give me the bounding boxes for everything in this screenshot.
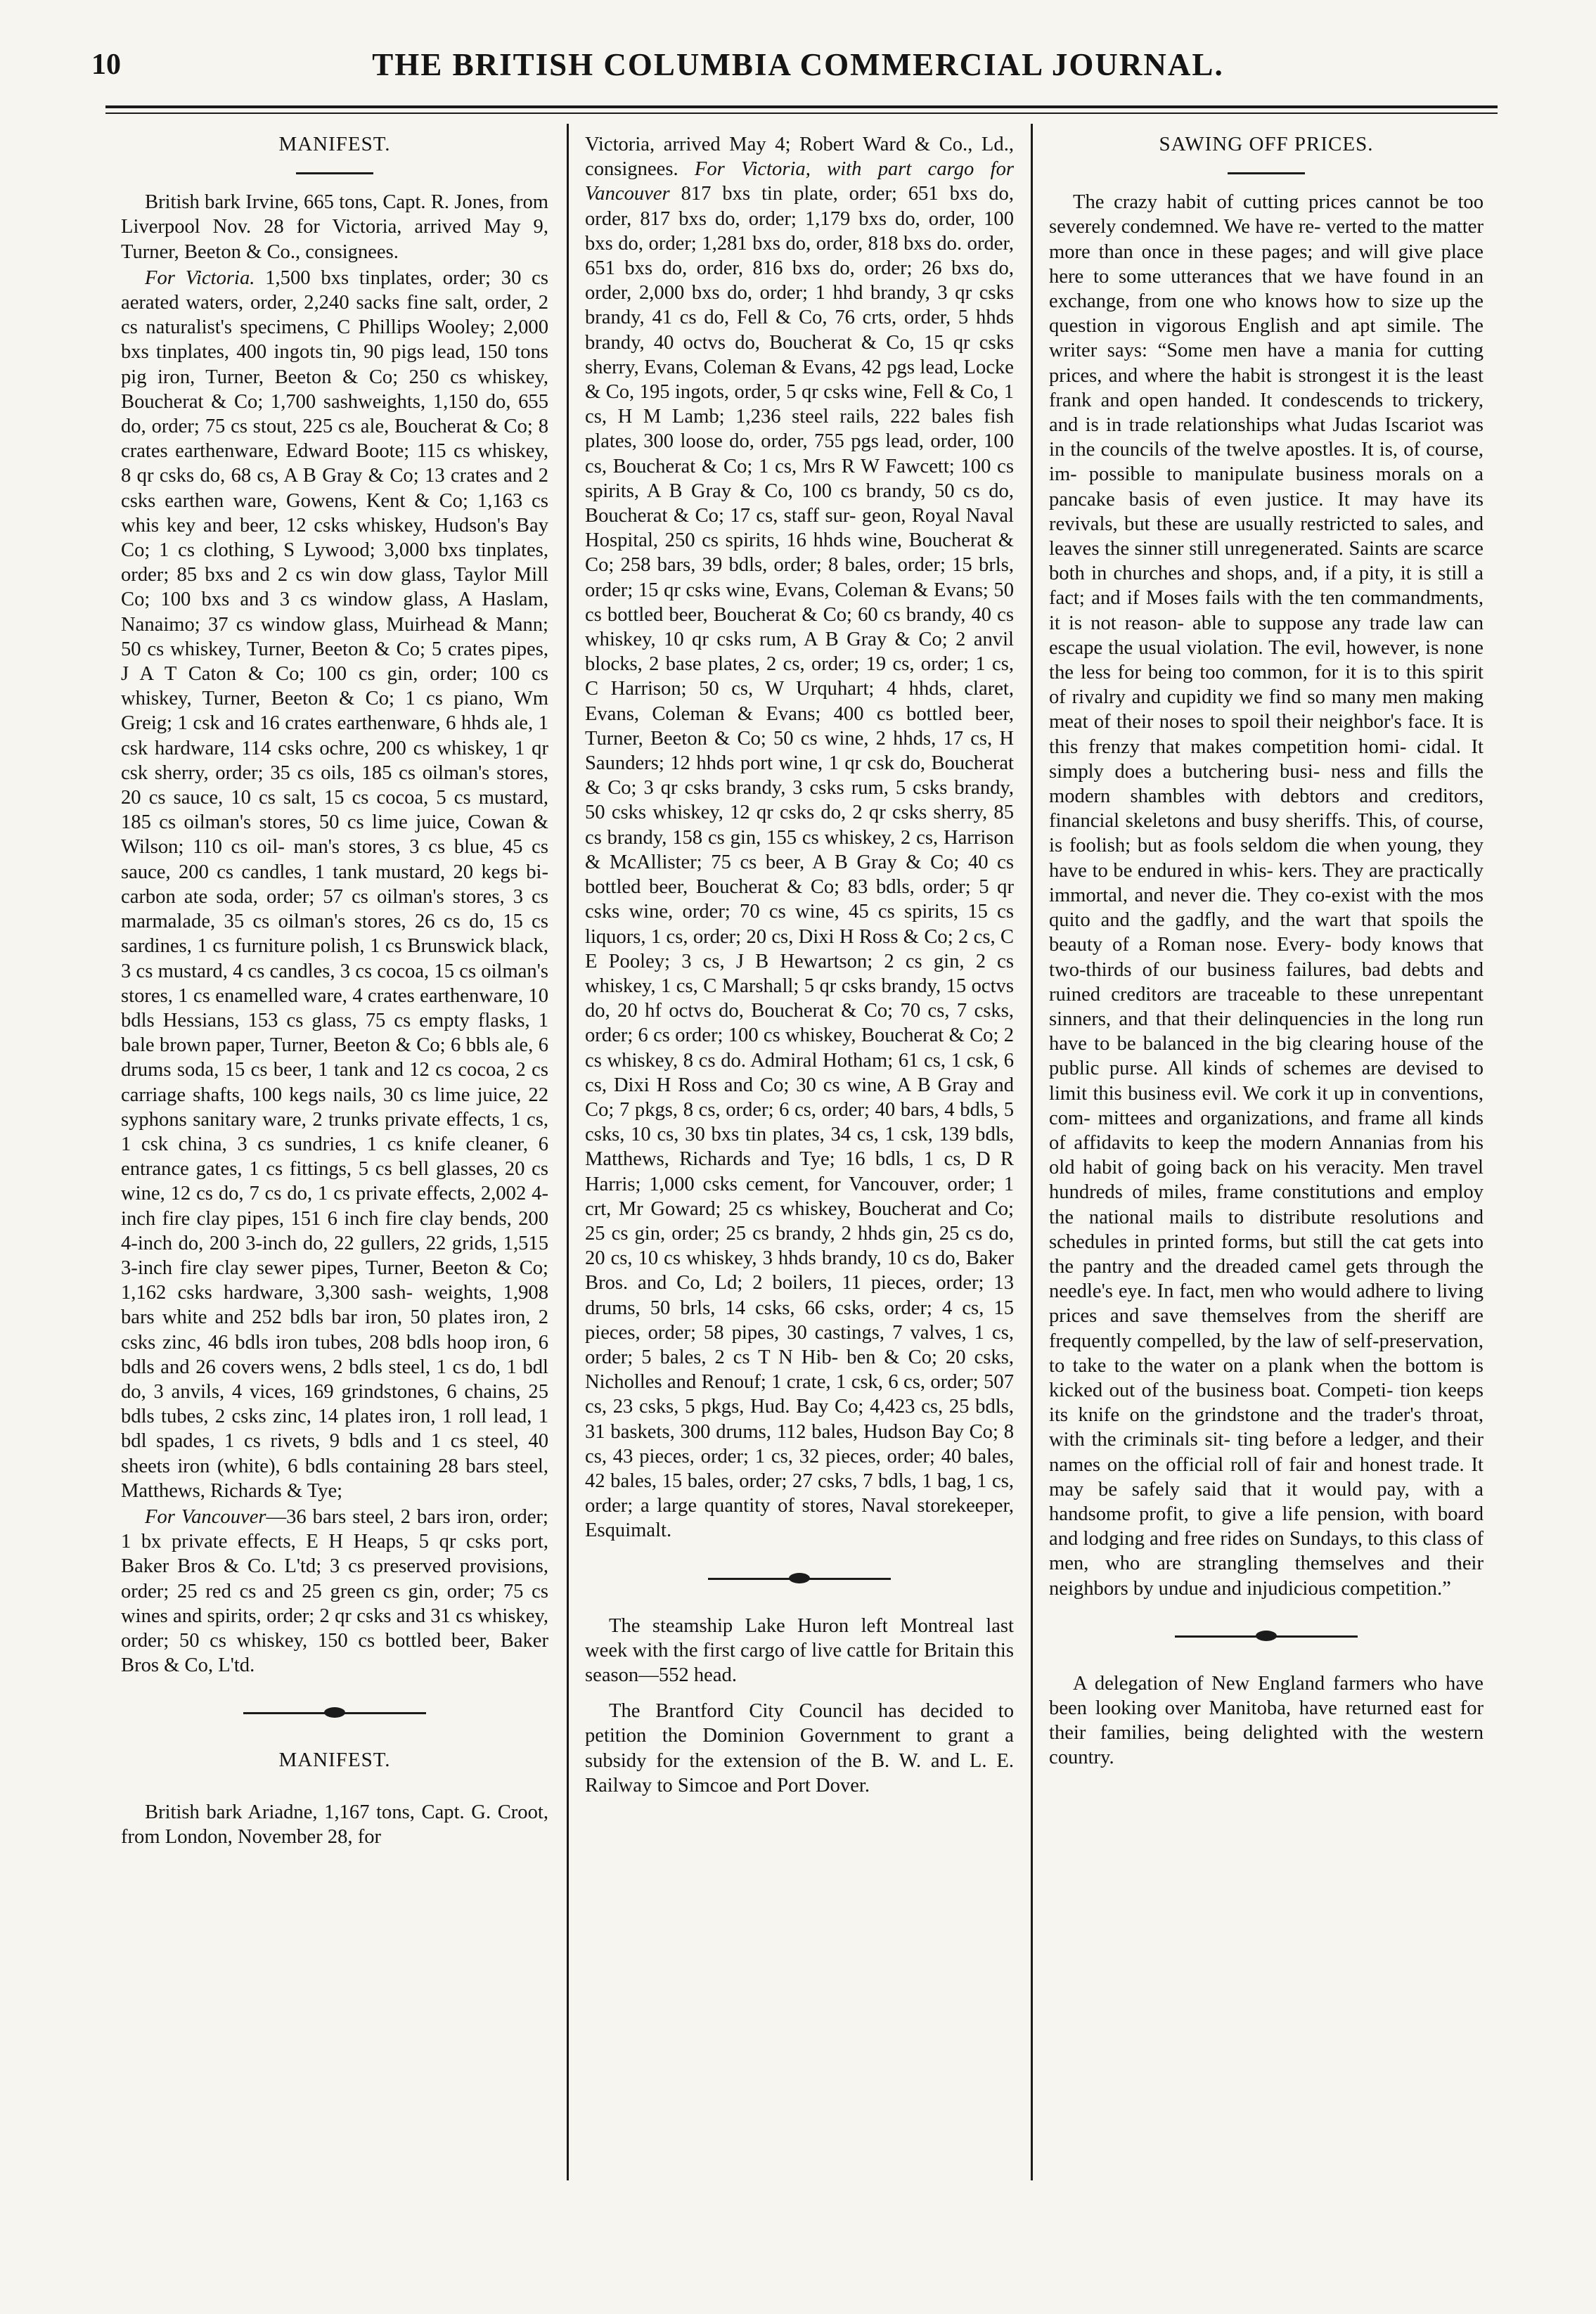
column-right	[1049, 132, 1484, 1770]
manifest-ariadne-arrival: Victoria, arrived May 4; Robert Ward & Co., Ld., consignees.	[585, 134, 1014, 181]
manifest-ariadne-lead: For Victoria, with part cargo for Vancouver	[585, 158, 1014, 205]
section-ornament	[121, 1699, 548, 1727]
column-left	[121, 132, 548, 1849]
manifest-victoria-cargo	[121, 266, 548, 1503]
news-brantford-council: The Brantford City Council has decided to petition the Dominion Government to grant a subsidy for the extension of the B. W. and L. E. Railway to Simcoe and Port Dover.	[585, 1700, 1014, 1796]
masthead	[91, 44, 1505, 94]
manifest-intro-ariadne: British bark Ariadne, 1,167 tons, Capt. G. Croot, from London, November 28, for	[121, 1801, 548, 1848]
header-rule-thin	[105, 113, 1498, 114]
manifest-ariadne-list: 817 bxs tin plate, order; 651 bxs do, order, 817 bxs do, order; 1,179 bxs do, order, 100 bxs do, order; 1,281 bxs do, order, 818 bxs do. order, 651 bxs do, order, 816 bxs do, order; 26 bxs do, order, 2,000 bxs do, order; 1 hhd brandy, 3 qr csks brandy, 41 cs do, Fell & Co, 76 crts, order, 5 hhds brandy, 40 octvs do, Boucherat & Co, 15 qr csks sherry, Evans, Coleman & Evans, 42 pgs lead, Locke & Co, 195 ingots, order, 5 qr csks wine, Fell & Co, 1 cs, H M Lamb; 1,236 steel rails, 222 bales fish plates, 300 loose do, order, 755 pgs lead, order, 100 cs, Boucherat & Co; 1 cs, Mrs R W Fawcett; 100 cs spirits, A B Gray & Co, 100 cs brandy, 50 cs do, Boucherat & Co; 17 cs, staff sur- geon, Royal Naval Hospital, 250 cs spirits, 16 hhds wine, Boucherat & Co; 258 bars, 39 bdls, order; 8 bales, order; 15 brls, order; 15 qr csks wine, Evans, Coleman & Evans; 50 cs bottled beer, Boucherat & Co; 60 cs brandy, 40 cs whiskey, 10 qr csks rum, A B Gray & Co; 2 anvil blocks, 2 base plates, 2 cs, order; 19 cs, order; 1 cs, C Harrison; 50 cs, W Urquhart; 4 hhds, claret, Evans, Coleman & Evans; 400 cs bottled beer, Turner, Beeton & Co; 50 cs wine, 2 hhds, 17 cs, H Saunders; 12 hhds port wine, 1 qr csk do, Boucherat & Co; 3 qr csks brandy, 3 csks rum, 5 csks brandy, 50 csks whiskey, 12 qr csks do, 2 qr csks sherry, 85 cs brandy, 158 cs gin, 155 cs whiskey, 2 cs, Harrison & McAllister; 75 cs beer, A B Gray & Co; 40 cs bottled beer, Boucherat & Co; 83 bdls, order; 5 qr csks wine, order; 70 cs wine, 45 cs spirits, 15 cs liquors, 1 cs, order; 20 cs, Dixi H Ross & Co; 2 cs, C E Pooley; 3 cs, J B Hewartson; 2 cs gin, 2 cs whiskey, 1 cs, C Marshall; 5 qr csks brandy, 15 octvs do, 20 hf octvs do, Boucherat & Co; 70 cs, 7 csks, order; 6 cs order; 100 cs whiskey, Boucherat & Co; 2 cs whiskey, 8 cs do. Admiral Hotham; 61 cs, 1 csk, 6 cs, Dixi H Ross and Co; 30 cs wine, A B Gray and Co; 7 pkgs, 8 cs, order; 6 cs, order; 40 bars, 4 bdls, 5 csks, 10 cs, 30 bxs tin plates, 34 cs, 1 csk, 139 bdls, Matthews, Richards and Tye; 16 bdls, 1 cs, D R Harris; 1,000 csks cement, for Vancouver, order; 1 crt, Mr Goward; 25 cs whiskey, Boucherat and Co; 25 cs gin, order; 25 cs brandy, 2 hhds gin, 25 cs do, 20 cs, 10 cs whiskey, 3 hhds brandy, 10 cs do, Baker Bros. and Co, Ld; 2 boilers, 11 pieces, order; 13 drums, 50 brls, 14 csks, 66 csks, order; 4 cs, 15 pieces, order; 58 pipes, 30 castings, 7 valves, 1 cs, order; 5 bales, 2 cs T N Hib- ben & Co; 20 csks, Nicholles and Renouf; 1 crate, 1 csk, 6 cs, order; 507 cs, 23 csks, 5 pkgs, Hud. Bay Co; 4,423 cs, 25 bdls, 31 baskets, 300 drums, 112 bales, Hudson Bay Co; 8 cs, 43 pieces, order; 1 cs, 32 pieces, order; 40 bales, 42 bales, 15 bales, order; 27 csks, 7 bdls, 1 bag, 1 cs, order; a large quantity of stores, Naval storekeeper, Esquimalt.	[585, 183, 1014, 1542]
column-divider-right	[1031, 124, 1033, 2180]
column-divider-left	[567, 124, 569, 2180]
section-ornament	[585, 1564, 1014, 1593]
heading-rule	[296, 172, 373, 174]
manifest-intro-irvine: British bark Irvine, 665 tons, Capt. R. Jones, from Liverpool Nov. 28 for Victoria, arrived May 9, Turner, Beeton & Co., consignees.	[121, 191, 548, 263]
news-lake-huron: The steamship Lake Huron left Montreal last week with the first cargo of live cattle for Britain this season—552 head.	[585, 1614, 1014, 1686]
news-new-england-farmers: A delegation of New England farmers who have been looking over Manitoba, have returned east for their families, being delighted with the western country.	[1049, 1672, 1484, 1769]
manifest-heading-2: MANIFEST.	[278, 1749, 391, 1772]
header-rule-thick	[105, 105, 1498, 108]
column-middle	[585, 132, 1014, 1798]
heading-rule	[1228, 172, 1305, 174]
manifest-vancouver-cargo	[121, 1505, 548, 1678]
article-body: The crazy habit of cutting prices cannot be too severely condemned. We have re- verted to the matter more than once in these pages; and will give place here to some utterances that we have found in an exchange, from one who knows how to size up the question in vigorous English and apt simile. The writer says: “Some men have a mania for cutting prices, and where the habit is strongest it is the least frank and open handed. It condescends to trickery, and is in trade relationships what Judas Iscariot was in the councils of the twelve apostles. It is, of course, im- possible to manipulate business morals on a pancake basis of even justice. It may have its revivals, but these are usually restricted to sales, and leaves the sinner still unregenerated. Saints are scarce both in churches and shops, and, if a pity, it is still a fact; and if Moses fails with the ten commandments, it is not reason- able to suppose any trade law can escape the usual violation. The evil, however, is none the less for being too common, for it is to this spirit of rivalry and cupidity we find so many men making meat of their noses to spoil their neighbor's face. It is this frenzy that makes competition homi- cidal. It simply does a butchering busi- ness and fills the modern shambles with debtors and creditors, financial skeletons and busy sheriffs. This, of course, is foolish; but as fools seldom die when young, they have to be endured in whis- kers. They are practically immortal, and never die. They co-exist with the mos quito and the gadfly, and the wart that spoils the beauty of a Roman nose. Every- body knows that two-thirds of our business failures, bad debts and ruined creditors are traceable to these unrepentant sinners, and that their delinquencies in the long run have to be balanced in the big clearing house of the public purse. All kinds of schemes are devised to limit this business evil. We cork it up in conventions, com- mittees and organizations, and frame all kinds of affidavits to keep the modern Annanias from his old habit of going back on his veracity. Men travel hundreds of miles, frame constitutions and employ the national mails to distribute resolutions and schedules in printed forms, but still the cat gets into the pantry and the dreaded camel gets through the needle's eye. In fact, men who would adhere to living prices and save themselves from the sheriff are frequently compelled, by the law of self-preservation, to take to the water on a plank when the bottom is kicked out of the business boat. Competi- tion keeps its knife on the grindstone and the trader's throat, with the criminals sit- ting before a ledger, and their names on the official roll of fair and honest trade. It may be safely said that it would pay, with a handsome profit, to give a life pension, with board and lodging and free rides on Sundays, to this class of men, who are strangling themselves and their neighbors by undue and injudicious competition.”	[1049, 191, 1484, 1600]
journal-title: THE BRITISH COLUMBIA COMMERCIAL JOURNAL.	[372, 47, 1224, 82]
manifest-victoria-text: 1,500 bxs tinplates, order; 30 cs aerated waters, order, 2,240 sacks fine salt, order, 2 cs naturalist's specimens, C Phillips Wooley; 2,000 bxs tinplates, 400 ingots tin, 90 pigs lead, 150 tons pig iron, Turner, Beeton & Co; 250 cs whiskey, Boucherat & Co; 1,700 sashweights, 1,150 do, 655 do, order; 75 cs stout, 225 cs ale, Boucherat & Co; 8 crates earthenware, Edward Boote; 115 cs whiskey, 8 qr csks do, 68 cs, A B Gray & Co; 13 crates and 2 csks earthen ware, Gowens, Kent & Co; 1,163 cs whis key and beer, 12 csks whiskey, Hudson's Bay Co; 1 cs clothing, S Lywood; 3,000 bxs tinplates, order; 85 bxs and 2 cs win dow glass, Taylor Mill Co; 100 bxs and 3 cs window glass, A Haslam, Nanaimo; 37 cs window glass, Muirhead & Mann; 50 cs whiskey, Turner, Beeton & Co; 5 crates pipes, J A T Caton & Co; 100 cs gin, order; 100 cs whiskey, Turner, Beeton & Co; 1 cs piano, Wm Greig; 1 csk and 16 crates earthenware, 6 hhds ale, 1 csk hardware, 114 csks ochre, 200 cs whiskey, 1 qr csk sherry, order; 35 cs oils, 185 cs oilman's stores, 20 cs sauce, 10 cs salt, 15 cs cocoa, 5 cs mustard, 185 cs oilman's stores, 50 cs lime juice, Cowan & Wilson; 110 cs oil- man's stores, 3 cs blue, 45 cs sauce, 200 cs candles, 1 tank mustard, 20 kegs bi-carbon ate soda, order; 57 cs oilman's stores, 3 cs marmalade, 35 cs oilman's stores, 26 cs do, 15 cs sardines, 1 cs furniture polish, 1 cs Brunswick black, 3 cs mustard, 4 cs candles, 3 cs cocoa, 15 cs oilman's stores, 1 cs enamelled ware, 4 crates earthenware, 10 bdls Hessians, 153 cs glass, 75 cs empty flasks, 1 bale brown paper, Turner, Beeton & Co; 6 bbls ale, 6 drums soda, 15 cs beer, 1 tank and 12 cs cocoa, 2 cs carriage shafts, 100 kegs nails, 30 cs lime juice, 22 syphons sanitary ware, 2 trunks private effects, 1 cs, 1 csk china, 3 cs sundries, 1 cs knife cleaner, 6 entrance gates, 1 cs fittings, 5 cs bell glasses, 20 cs wine, 12 cs do, 7 cs do, 1 cs private effects, 2,002 4-inch fire clay pipes, 151 6 inch fire clay bends, 200 4-inch do, 200 3-inch do, 22 gullers, 22 grids, 1,515 3-inch fire clay sewer pipes, Turner, Beeton & Co; 1,162 csks hardware, 3,300 sash- weights, 1,908 bars white and 252 bdls bar iron, 50 plates iron, 2 csks zinc, 46 bdls iron tubes, 208 bdls hoop iron, 6 bdls and 26 covers wens, 2 bdls steel, 1 cs do, 1 bdl do, 3 anvils, 4 vices, 169 grindstones, 6 chains, 25 bdls tubes, 2 csks zinc, 14 plates iron, 1 roll lead, 1 bdl spades, 1 cs rivets, 9 bdls and 1 cs steel, 40 sheets iron (white), 6 bdls containing 28 bars steel, Matthews, Richards & Tye;	[121, 266, 548, 1502]
manifest-victoria-lead: For Victoria.	[145, 266, 255, 289]
section-ornament	[1049, 1622, 1484, 1650]
manifest-heading-1: MANIFEST.	[278, 133, 391, 155]
article-heading: SAWING OFF PRICES.	[1159, 133, 1374, 155]
page-number: 10	[91, 49, 121, 81]
manifest-vancouver-lead: For Vancouver	[145, 1505, 266, 1528]
manifest-ariadne-cargo	[585, 132, 1014, 1543]
manifest-vancouver-text: —36 bars steel, 2 bars iron, order; 1 bx private effects, E H Heaps, 5 qr csks port, Baker Bros & Co. L'td; 3 cs preserved provisions, order; 25 red cs and 25 green cs gin, order; 75 cs wines and spirits, order; 2 qr csks and 31 cs whiskey, order; 50 cs whiskey, 150 cs bottled beer, Baker Bros & Co, L'td.	[121, 1505, 548, 1677]
